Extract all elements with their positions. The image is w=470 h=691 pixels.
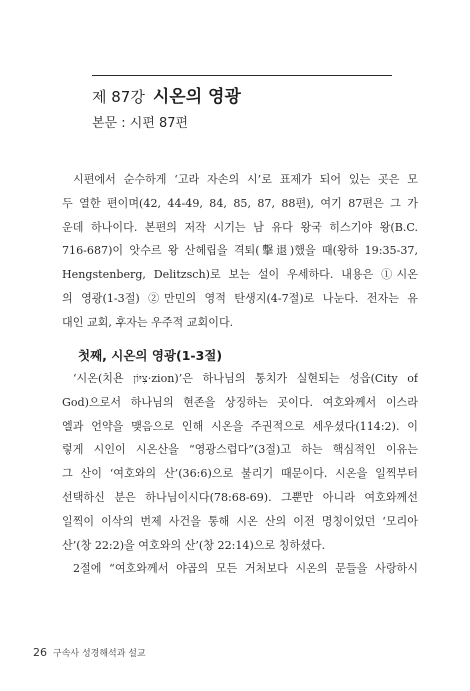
page-footer [33,646,146,659]
section-heading: 첫째, 시온의 영광(1-3절) [78,348,223,363]
text-line: 716-687)이 앗수르 왕 산헤립을 격퇴(擊退)했을 때(왕하 19:35-37, [62,244,418,258]
lecture-number: 제 87강 [92,88,145,106]
page-number: 26 [33,646,47,659]
book-title: 구속사 성경해석과 설교 [53,649,146,659]
text-line: 그 산이 ‘여호와의 산’(36:6)으로 불리기 때문이다. 시온을 일찍부터 [62,467,418,481]
body-paragraph [62,367,418,581]
text-line: 운데 하나이다. 본편의 저작 시기는 남 유다 왕국 히스기야 왕(B.C. [62,220,418,234]
text-line: 렇게 시인이 시온산을 “영광스럽다”(3절)고 하는 핵심적인 이유는 [62,443,418,457]
text-line: 선택하신 분은 하나님이시다(78:68-69). 그뿐만 아니라 여호와께선 [62,490,418,504]
lecture-title-text: 시온의 영광 [152,87,241,107]
text-line: 일찍이 이삭의 번제 사건을 통해 시온 산의 이전 명칭이었던 ‘모리아 [62,514,418,528]
text-line: 엘과 언약을 맺음으로 인해 시온을 주권적으로 세우셨다(114:2). 이 [62,419,418,433]
text-line: 2절에 “여호와께서 야곱의 모든 거처보다 시온의 문들을 사랑하시 [73,562,418,576]
text-line: God)으로서 하나님의 현존을 상징하는 곳이다. 여호와께서 이스라 [62,395,418,409]
text-line: 의 영광(1-3절) ②만민의 영적 탄생지(4-7절)로 나눈다. 전자는 유 [62,291,418,305]
intro-paragraph [62,168,418,335]
scripture-reference: 본문 : 시편 87편 [92,116,189,131]
header-rule [92,75,392,76]
text-line: 시편에서 순수하게 ‘고라 자손의 시’로 표제가 되어 있는 곳은 모 [73,173,418,186]
text-line: Hengstenberg, Delitzsch)로 보는 설이 우세하다. 내용은 ①시온 [62,268,418,282]
text-line: 대인 교회, 후자는 우주적 교회이다. [62,315,234,329]
text-line: ‘시온(치욘 צִיּוֹן·zion)’은 하나님의 통치가 실현되는 성읍(City of [73,372,418,385]
text-line: 산’(창 22:2)을 여호와의 산’(창 22:14)으로 칭하셨다. [62,538,326,552]
text-line: 두 열한 편이며(42, 44-49, 84, 85, 87, 88편), 여기 87편은 그 가 [62,196,418,210]
lecture-title [92,82,241,107]
